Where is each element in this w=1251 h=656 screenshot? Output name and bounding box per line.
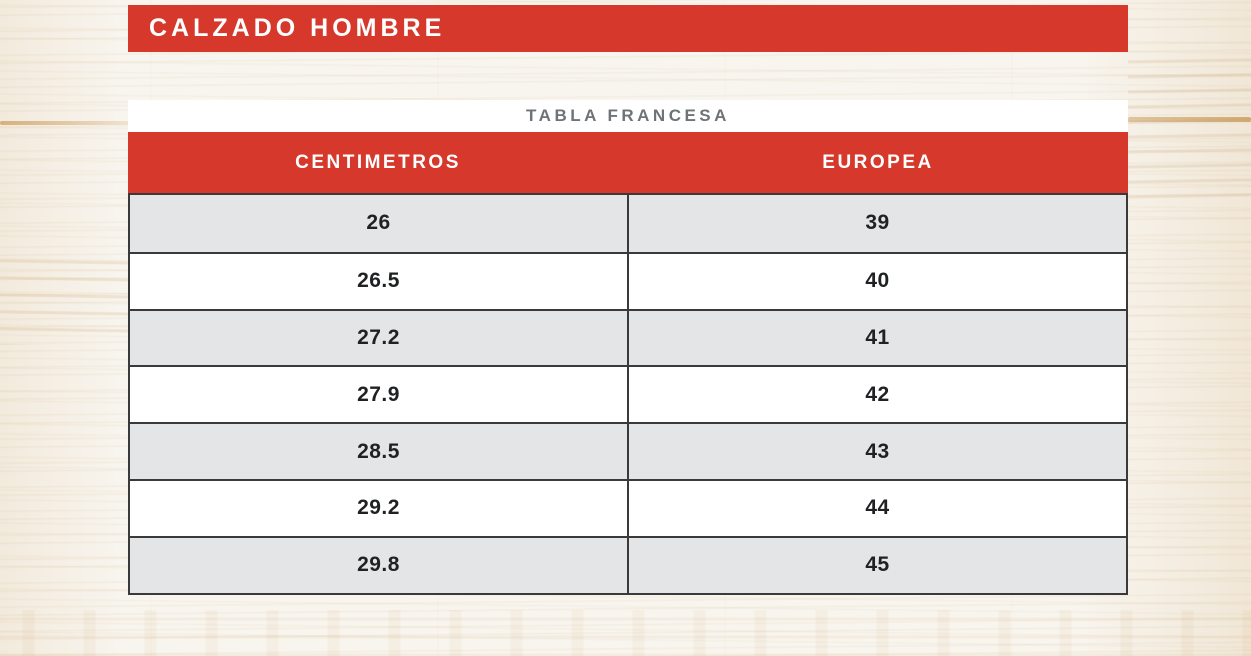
cell-europea: 44	[865, 496, 890, 520]
title-bar	[128, 5, 1128, 52]
wood-grain-patch	[1128, 55, 1251, 205]
cell-europea: 40	[865, 269, 890, 293]
column-header-europea: EUROPEA	[822, 151, 934, 173]
table-body	[128, 193, 1128, 595]
column-header-centimetros: CENTIMETROS	[295, 151, 461, 173]
cell-centimetros: 29.2	[130, 481, 629, 536]
wood-grain-streak	[1128, 117, 1251, 122]
table-row	[130, 365, 1126, 422]
cell-centimetros: 27.9	[130, 367, 629, 422]
table-row	[130, 252, 1126, 309]
cell-centimetros: 26.5	[130, 254, 629, 309]
wood-grain-streak	[0, 121, 130, 125]
table-row	[130, 536, 1126, 593]
page-title: CALZADO HOMBRE	[149, 14, 446, 42]
cell-europea: 42	[865, 382, 890, 406]
wood-grain-patch	[0, 255, 128, 345]
cell-europea: 43	[865, 439, 890, 463]
table-caption: TABLA FRANCESA	[526, 106, 730, 125]
cell-centimetros: 28.5	[130, 424, 629, 479]
table-row	[130, 195, 1126, 252]
table-row	[130, 309, 1126, 366]
wood-grain-patch	[0, 610, 1251, 656]
cell-europea: 41	[865, 325, 890, 349]
cell-centimetros: 26	[130, 195, 629, 252]
cell-centimetros: 27.2	[130, 311, 629, 366]
table-caption-band	[128, 100, 1128, 132]
cell-centimetros: 29.8	[130, 538, 629, 593]
table-row	[130, 422, 1126, 479]
table-row	[130, 479, 1126, 536]
cell-europea: 39	[865, 211, 890, 235]
table-header-row	[128, 132, 1128, 193]
cell-europea: 45	[865, 553, 890, 577]
